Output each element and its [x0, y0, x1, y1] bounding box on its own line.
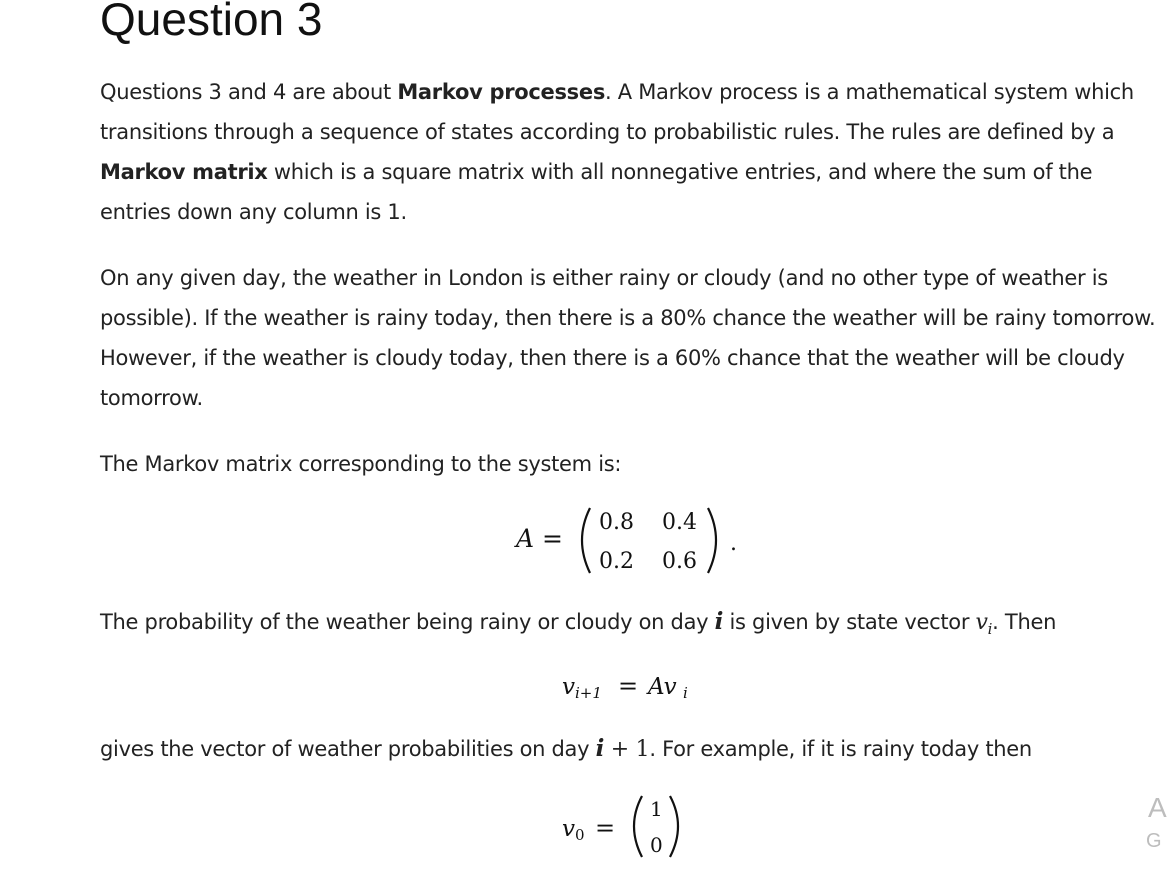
var-v: v	[975, 610, 988, 635]
matrix-a22: 0.6	[662, 549, 697, 574]
number-one: 1	[635, 737, 650, 762]
intro-text-3: which is a square matrix with all nonnegative entries, and where the sum of the entries down any column is 1.	[100, 160, 1093, 224]
clipped-edge-letter-a: A	[1148, 792, 1167, 823]
var-v-subscript: i	[987, 620, 993, 639]
matrix-a12: 0.4	[662, 510, 697, 535]
v0-entry-2: 0	[650, 833, 663, 857]
matrix-intro-paragraph: The Markov matrix corresponding to the system is:	[100, 452, 622, 476]
right-paren	[708, 508, 716, 573]
example-paragraph	[100, 729, 1160, 770]
weather-paragraph: On any given day, the weather in London is either rainy or cloudy (and no other type of weather is possible). If the weather is rainy today, then there is a 80% chance the weather will be rainy tomorrow. However, if the weather is cloudy today, then there is a 60% chance that the weather will be cloudy tomorrow.	[100, 266, 1156, 410]
matrix-lhs: A	[516, 524, 535, 553]
recurrence-rhs: Av	[648, 674, 677, 700]
intro-text-2: . A Markov process is a mathematical system which transitions through a sequence of states according to probabilistic rules. The rules are defined by a	[100, 80, 1134, 144]
matrix-equation	[416, 500, 756, 580]
example-text-1: gives the vector of weather probabilities on day	[100, 737, 596, 761]
state-text-3: . Then	[992, 610, 1057, 634]
v0-equals: =	[595, 814, 616, 842]
state-text-1: The probability of the weather being rainy or cloudy on day	[100, 610, 715, 634]
clipped-edge-letter-g: G	[1146, 830, 1162, 852]
state-vector-paragraph	[100, 602, 1160, 649]
recurrence-equals: =	[618, 672, 639, 700]
initial-vector-equation	[462, 790, 722, 860]
intro-paragraph	[100, 72, 1160, 232]
var-i: i	[714, 608, 724, 635]
page-title: Question 3	[100, 0, 323, 45]
plus-sign: +	[604, 737, 636, 762]
state-text-2: is given by state vector	[723, 610, 976, 634]
v0-entry-1: 1	[650, 797, 663, 821]
matrix-equals: =	[542, 524, 563, 553]
matrix-a21: 0.2	[599, 549, 634, 574]
intro-text-1: Questions 3 and 4 are about	[100, 80, 398, 104]
var-i-2: i	[595, 735, 605, 762]
recurrence-rhs-sub: i	[683, 684, 688, 702]
recurrence-lhs-sub: i+1	[575, 684, 602, 702]
markov-processes-term: Markov processes	[397, 80, 606, 104]
recurrence-equation	[462, 664, 722, 704]
v0-lhs-sub: 0	[575, 826, 585, 844]
v0-left-paren	[634, 796, 642, 857]
matrix-period: .	[730, 531, 737, 556]
markov-matrix-term: Markov matrix	[100, 160, 268, 184]
left-paren	[582, 508, 590, 573]
matrix-a11: 0.8	[599, 510, 634, 535]
v0-right-paren	[670, 796, 678, 857]
example-text-2: . For example, if it is rainy today then	[649, 737, 1032, 761]
recurrence-lhs-v: v	[562, 674, 575, 700]
v0-lhs-v: v	[562, 816, 575, 842]
